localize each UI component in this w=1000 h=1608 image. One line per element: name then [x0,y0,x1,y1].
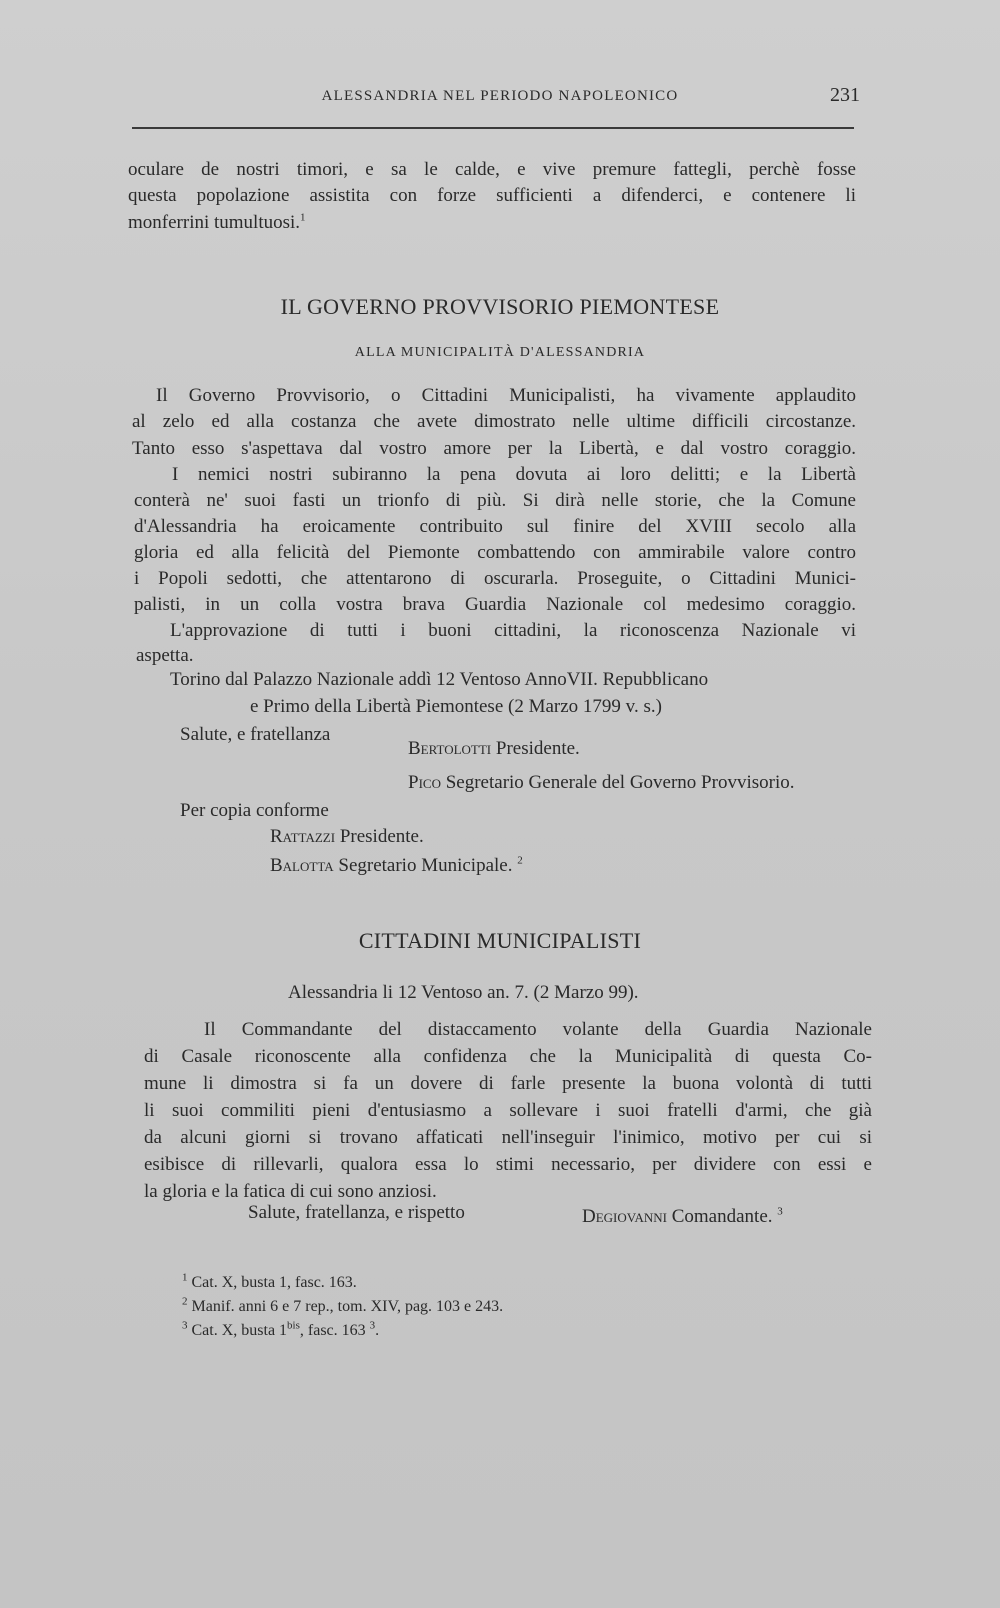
footnote-3-pre: Cat. X, busta 1 [191,1322,288,1339]
section1-salute: Salute, e fratellanza [180,724,331,745]
section1-para2-line-1: I nemici nostri subiranno la pena dovuta ai loro delitti; e la Libertà [172,464,856,485]
footnote-3-end-mark: 3 [369,1319,376,1332]
footnote-3-mark: 3 [182,1319,188,1332]
footnote-ref-3: 3 [777,1205,783,1218]
signature-rattazzi [270,824,424,850]
footnote-3 [182,1320,379,1342]
intro-line-3 [128,210,306,236]
section2-line-6: esibisce di rillevarli, qualora essa lo stimi necessario, per dividere con essi e [144,1154,872,1175]
section2-title: CITTADINI MUNICIPALISTI [358,928,642,953]
signature-balotta [270,853,523,879]
section2-line-7: la gloria e la fatica di cui sono anziosi. [144,1181,437,1202]
intro-line-2: questa popolazione assistita con forze sufficienti a difenderci, e contenere li [128,185,856,206]
section1-dateline-1: Torino dal Palazzo Nazionale addì 12 Ventoso AnnoVII. Repubblicano [170,669,709,690]
section1-para3-line-2: aspetta. [136,645,194,666]
section2-line-5: da alcuni giorni si trovano affaticati nell'inseguir l'inimico, motivo per cui si [144,1127,872,1148]
sig2-role: Segretario Generale del Governo Provvisorio. [445,772,795,793]
page-number: 231 [830,84,860,106]
footnote-2-text: Manif. anni 6 e 7 rep., tom. XIV, pag. 103 e 243. [191,1298,504,1315]
footnote-3-end: . [375,1322,380,1339]
section2-line-4: li suoi commiliti pieni d'entusiasmo a sollevare i suoi fratelli d'armi, che già [144,1100,872,1121]
footnote-3-sup: bis [287,1319,300,1332]
signature-pico [408,770,794,796]
sig1-role: Presidente. [495,738,580,759]
footnote-2 [182,1296,503,1318]
header-rule [132,127,854,129]
footnote-1-mark: 1 [182,1271,188,1284]
footnote-1 [182,1272,357,1294]
section1-dateline-2: e Primo della Libertà Piemontese (2 Marzo 1799 v. s.) [250,696,662,717]
sig-degiovanni-name: Degiovanni [582,1206,667,1227]
footnote-1-text: Cat. X, busta 1, fasc. 163. [191,1274,357,1291]
section2-line-3: mune li dimostra si fa un dovere di farle presente la buona volontà di tutti [144,1073,872,1094]
sig1-name: Bertolotti [408,738,492,759]
sig-degiovanni-role: Comandante. [671,1206,773,1227]
section2-line-2: di Casale riconoscente alla confidenza che la Municipalità di questa Co- [144,1046,872,1067]
section1-line-3: Tanto esso s'aspettava dal vostro amore per la Libertà, e dal vostro coraggio. [132,438,856,459]
section1-line-1: Il Governo Provvisorio, o Cittadini Municipalisti, ha vivamente applaudito [156,385,856,406]
section1-subtitle: ALLA MUNICIPALITÀ D'ALESSANDRIA [354,345,646,360]
section1-para2-line-6: palisti, in un colla vostra brava Guardia Nazionale col medesimo coraggio. [134,594,856,615]
section1-para2-line-2: conterà ne' suoi fasti un trionfo di più. Si dirà nelle storie, che la Comune [134,490,856,511]
section1-para2-line-5: i Popoli sedotti, che attentarono di oscurarla. Proseguite, o Cittadini Munici- [134,568,856,589]
sig4-name: Balotta [270,855,334,876]
section2-line-1: Il Commandante del distaccamento volante della Guardia Nazionale [204,1019,872,1040]
signature-bertolotti [408,736,580,762]
footnote-ref-2: 2 [517,854,523,867]
intro-line-1: oculare de nostri timori, e sa le calde, e vive premure fattegli, perchè fosse [128,159,856,180]
sig4-role: Segretario Municipale. [338,855,513,876]
running-title: ALESSANDRIA NEL PERIODO NAPOLEONICO [321,88,679,104]
section2-closing: Salute, fratellanza, e rispetto [248,1202,465,1223]
footnote-ref-1: 1 [300,211,306,224]
footnote-3-post: , fasc. 163 [299,1322,366,1339]
sig3-name: Rattazzi [270,826,336,847]
section1-line-2: al zelo ed alla costanza che avete dimostrato nelle ultime difficili circostanze. [132,411,856,432]
section1-para2-line-3: d'Alessandria ha eroicamente contribuito sul finire del XVIII secolo alla [134,516,856,537]
copy-note: Per copia conforme [180,800,329,821]
section1-para2-line-4: gloria ed alla felicità del Piemonte combattendo con ammirabile valore contro [134,542,856,563]
intro-line-3-text: monferrini tumultuosi. [128,212,301,233]
sig2-name: Pico [408,772,441,793]
section1-para3-line-1: L'approvazione di tutti i buoni cittadini, la riconoscenza Nazionale vi [170,620,856,641]
sig3-role: Presidente. [339,826,424,847]
section2-dateline: Alessandria li 12 Ventoso an. 7. (2 Marzo 99). [288,982,639,1003]
signature-degiovanni [582,1204,783,1230]
footnote-2-mark: 2 [182,1295,188,1308]
section1-title: IL GOVERNO PROVVISORIO PIEMONTESE [280,294,720,319]
